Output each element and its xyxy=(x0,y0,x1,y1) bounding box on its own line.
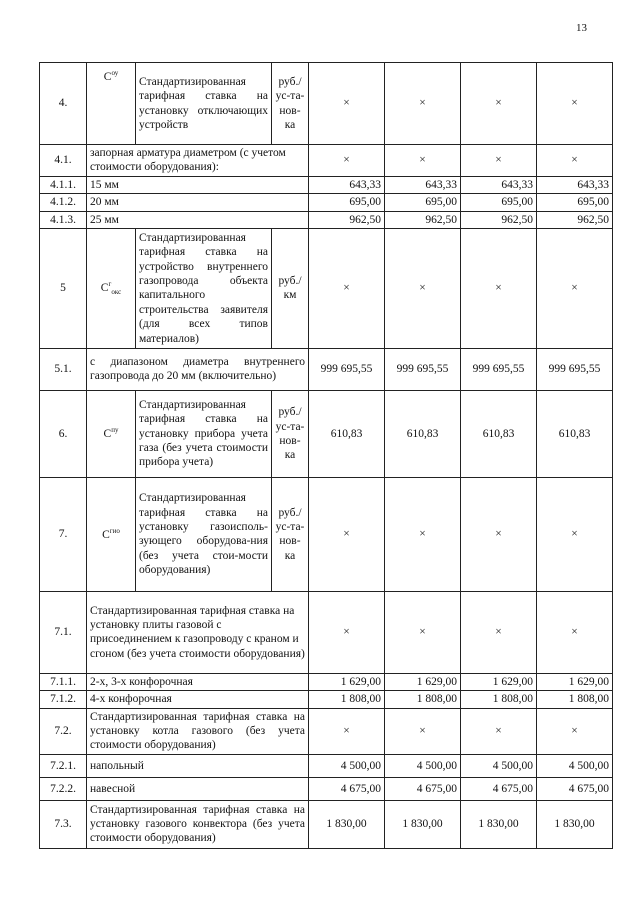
table-row xyxy=(40,63,613,145)
value-cell: 4 500,00 xyxy=(309,754,385,777)
value-cell: 610,83 xyxy=(461,390,537,477)
row-number: 7.1. xyxy=(40,591,87,673)
value-cell: × xyxy=(385,228,461,348)
row-description: Стандартизированная тарифная ставка на установку плиты газовой с присоединением к газопроводу с краном и сгоном (без учета стоимости оборудования) xyxy=(87,591,309,673)
row-description: навесной xyxy=(87,777,309,800)
value-cell: × xyxy=(461,477,537,591)
value-cell: 695,00 xyxy=(461,194,537,211)
table-row xyxy=(40,390,613,477)
page-number: 13 xyxy=(576,22,587,34)
row-number: 4. xyxy=(40,63,87,145)
row-description: Стандартизированная тарифная ставка на установку прибора учета газа (без учета стоимости прибора учета) xyxy=(136,390,272,477)
row-number: 5 xyxy=(40,228,87,348)
rate-symbol: $С^г_{окс}$ xyxy=(87,228,136,348)
table-row xyxy=(40,777,613,800)
value-cell: 643,33 xyxy=(461,176,537,193)
row-number: 7. xyxy=(40,477,87,591)
value-cell: × xyxy=(385,477,461,591)
row-number: 6. xyxy=(40,390,87,477)
value-cell: × xyxy=(309,708,385,754)
value-cell: × xyxy=(461,63,537,145)
row-description: напольный xyxy=(87,754,309,777)
value-cell: 695,00 xyxy=(309,194,385,211)
row-description: Стандартизированная тарифная ставка на установку газоисполь-зующего оборудова-ния (без учета стои-мости оборудования) xyxy=(136,477,272,591)
value-cell: 610,83 xyxy=(537,390,613,477)
value-cell: 999 695,55 xyxy=(461,348,537,390)
value-cell: × xyxy=(537,145,613,177)
value-cell: 1 808,00 xyxy=(385,691,461,708)
value-cell: 1 830,00 xyxy=(537,800,613,848)
value-cell: × xyxy=(461,591,537,673)
rate-symbol: $С^{оу}$ xyxy=(87,63,136,145)
value-cell: × xyxy=(537,708,613,754)
row-unit: руб./ус-та-нов-ка xyxy=(272,477,309,591)
row-description: Стандартизированная тарифная ставка на устройство внутреннего газопровода объекта капитального строительства заявителя (для всех типов материалов) xyxy=(136,228,272,348)
table-row xyxy=(40,477,613,591)
value-cell: × xyxy=(385,63,461,145)
value-cell: × xyxy=(309,63,385,145)
row-description: 15 мм xyxy=(87,176,309,193)
row-description: Стандартизированная тарифная ставка на установку газового конвектора (без учета стоимости оборудования) xyxy=(87,800,309,848)
value-cell: 4 675,00 xyxy=(461,777,537,800)
value-cell: × xyxy=(309,228,385,348)
value-cell: 1 808,00 xyxy=(461,691,537,708)
value-cell: 1 629,00 xyxy=(537,673,613,690)
row-number: 4.1.3. xyxy=(40,211,87,228)
value-cell: × xyxy=(309,477,385,591)
table-row xyxy=(40,673,613,690)
table-row xyxy=(40,228,613,348)
value-cell: × xyxy=(309,591,385,673)
value-cell: × xyxy=(537,591,613,673)
value-cell: 4 500,00 xyxy=(537,754,613,777)
value-cell: 610,83 xyxy=(385,390,461,477)
table-row xyxy=(40,691,613,708)
value-cell: 962,50 xyxy=(461,211,537,228)
value-cell: 1 808,00 xyxy=(309,691,385,708)
table-row xyxy=(40,176,613,193)
tariff-table xyxy=(39,62,613,849)
table-row xyxy=(40,800,613,848)
value-cell: × xyxy=(385,591,461,673)
value-cell: 695,00 xyxy=(537,194,613,211)
row-description: 4-х конфорочная xyxy=(87,691,309,708)
row-number: 7.2. xyxy=(40,708,87,754)
row-number: 7.1.2. xyxy=(40,691,87,708)
table-row xyxy=(40,194,613,211)
value-cell: 1 830,00 xyxy=(385,800,461,848)
value-cell: 999 695,55 xyxy=(385,348,461,390)
value-cell: 962,50 xyxy=(309,211,385,228)
value-cell: × xyxy=(461,228,537,348)
table-row xyxy=(40,591,613,673)
value-cell: × xyxy=(461,145,537,177)
value-cell: 1 830,00 xyxy=(461,800,537,848)
value-cell: × xyxy=(537,228,613,348)
row-number: 4.1.2. xyxy=(40,194,87,211)
value-cell: × xyxy=(537,63,613,145)
row-description: Стандартизированная тарифная ставка на установку отключающих устройств xyxy=(136,63,272,145)
row-number: 5.1. xyxy=(40,348,87,390)
value-cell: 962,50 xyxy=(537,211,613,228)
value-cell: × xyxy=(537,477,613,591)
value-cell: 999 695,55 xyxy=(537,348,613,390)
row-number: 7.2.2. xyxy=(40,777,87,800)
row-number: 4.1. xyxy=(40,145,87,177)
value-cell: 4 500,00 xyxy=(461,754,537,777)
row-number: 7.2.1. xyxy=(40,754,87,777)
value-cell: 1 808,00 xyxy=(537,691,613,708)
value-cell: 1 830,00 xyxy=(309,800,385,848)
row-description: 2-х, 3-х конфорочная xyxy=(87,673,309,690)
value-cell: × xyxy=(461,708,537,754)
value-cell: × xyxy=(309,145,385,177)
value-cell: × xyxy=(385,145,461,177)
table-row xyxy=(40,708,613,754)
row-number: 4.1.1. xyxy=(40,176,87,193)
value-cell: 643,33 xyxy=(537,176,613,193)
table-row xyxy=(40,145,613,177)
row-number: 7.3. xyxy=(40,800,87,848)
row-description: 20 мм xyxy=(87,194,309,211)
value-cell: 643,33 xyxy=(309,176,385,193)
row-unit: руб./ус-та-нов-ка xyxy=(272,390,309,477)
row-description: с диапазоном диаметра внутреннего газопровода до 20 мм (включительно) xyxy=(87,348,309,390)
table-row xyxy=(40,754,613,777)
value-cell: 4 675,00 xyxy=(309,777,385,800)
rate-symbol: $С^{гио}$ xyxy=(87,477,136,591)
value-cell: × xyxy=(385,708,461,754)
value-cell: 695,00 xyxy=(385,194,461,211)
row-number: 7.1.1. xyxy=(40,673,87,690)
value-cell: 4 675,00 xyxy=(385,777,461,800)
row-description: 25 мм xyxy=(87,211,309,228)
table-row xyxy=(40,348,613,390)
value-cell: 610,83 xyxy=(309,390,385,477)
value-cell: 643,33 xyxy=(385,176,461,193)
value-cell: 1 629,00 xyxy=(385,673,461,690)
value-cell: 4 500,00 xyxy=(385,754,461,777)
value-cell: 999 695,55 xyxy=(309,348,385,390)
value-cell: 1 629,00 xyxy=(461,673,537,690)
row-description: Стандартизированная тарифная ставка на установку котла газового (без учета стоимости оборудования) xyxy=(87,708,309,754)
table-row xyxy=(40,211,613,228)
value-cell: 1 629,00 xyxy=(309,673,385,690)
row-unit: руб./км xyxy=(272,228,309,348)
row-description: запорная арматура диаметром (с учетом стоимости оборудования): xyxy=(87,145,309,177)
value-cell: 4 675,00 xyxy=(537,777,613,800)
rate-symbol: $С^{пу}$ xyxy=(87,390,136,477)
row-unit: руб./ус-та-нов-ка xyxy=(272,63,309,145)
value-cell: 962,50 xyxy=(385,211,461,228)
